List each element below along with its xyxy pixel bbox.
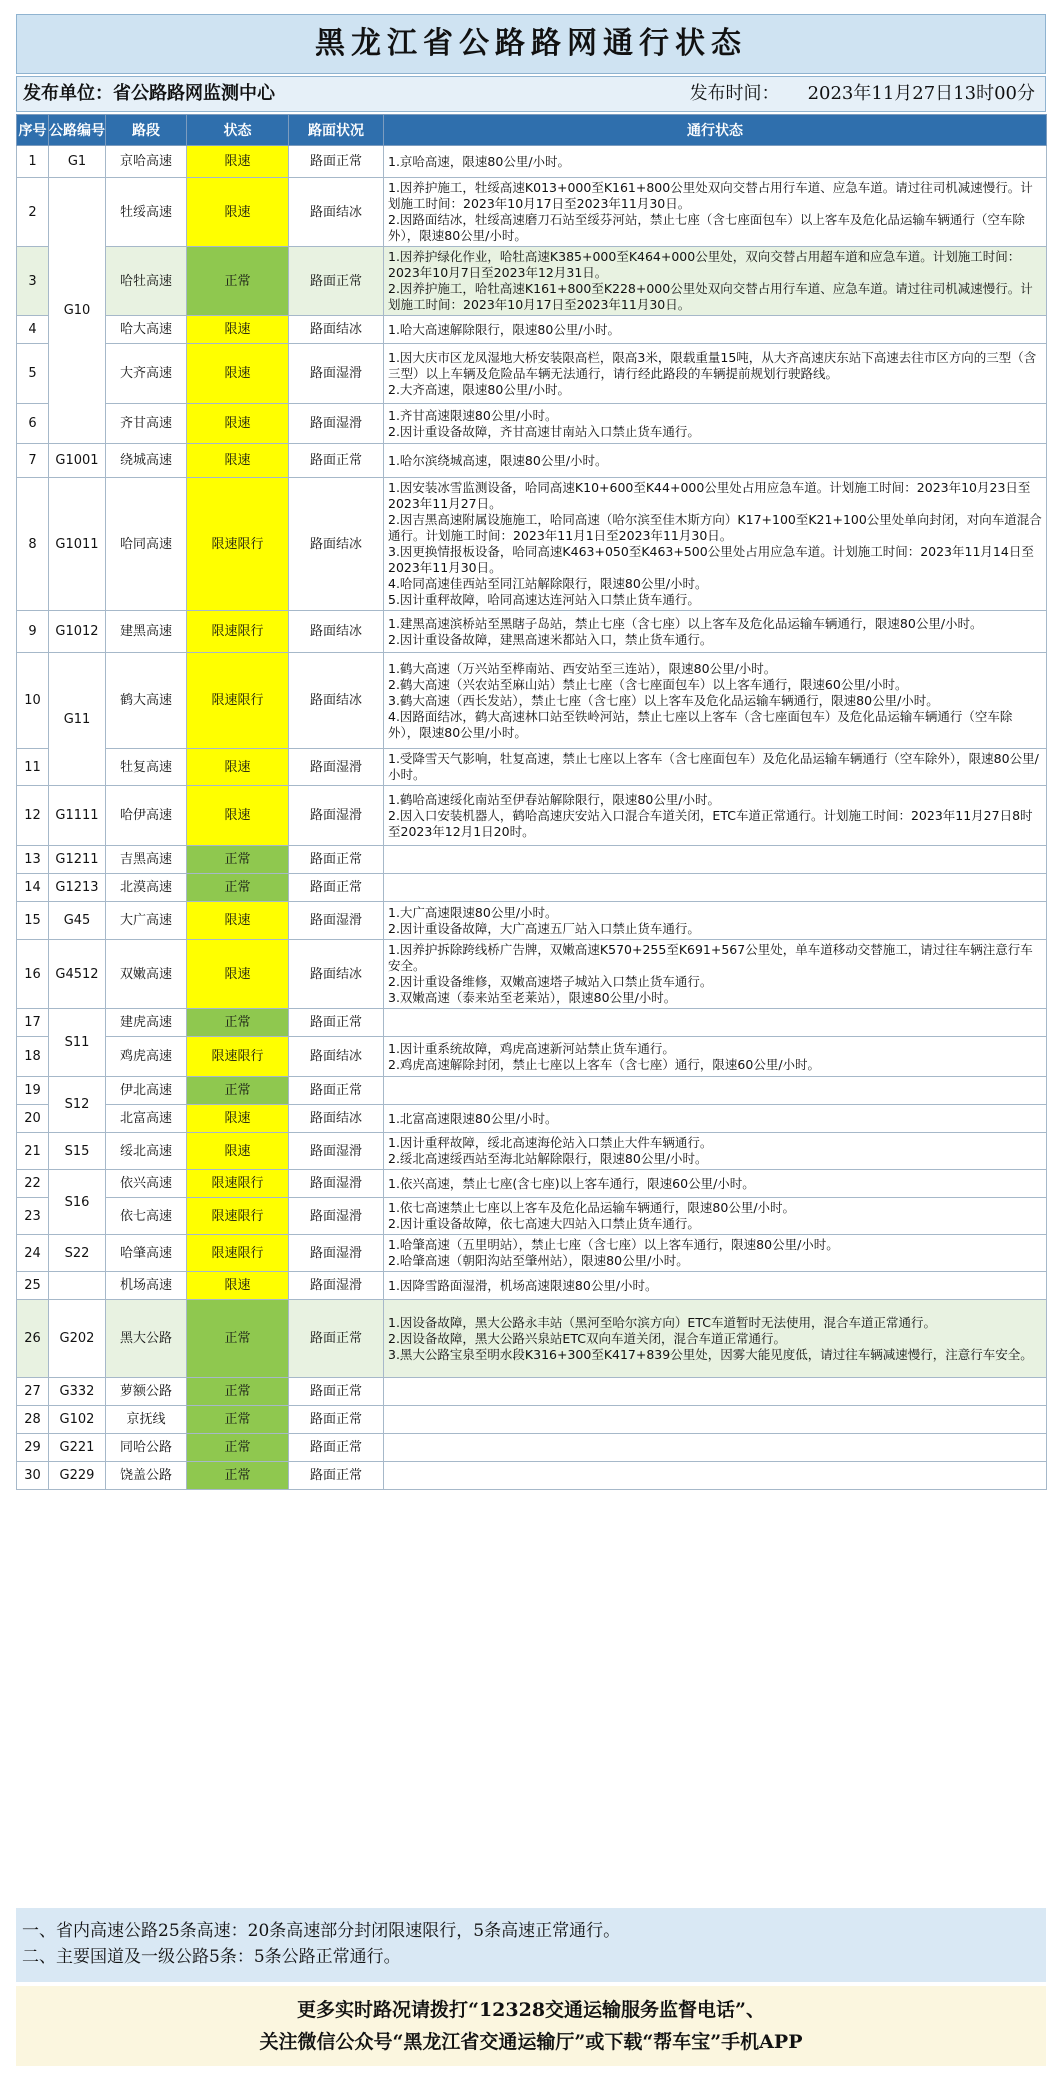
table-row	[17, 478, 1047, 611]
table-row	[17, 1235, 1047, 1272]
desc-line: 2.哈肇高速（朝阳沟站至肇州站），限速80公里/小时。	[388, 1253, 689, 1268]
cell-no: 27	[17, 1378, 49, 1406]
cell-desc	[384, 1272, 1047, 1300]
desc-line: 1.建黑高速滨桥站至黑瞎子岛站，禁止七座（含七座）以上客车及危化品运输车辆通行，限速80公里/小时。	[388, 615, 983, 631]
cell-desc	[384, 247, 1047, 316]
cell-road: 路面湿滑	[289, 1198, 384, 1235]
cell-road: 路面正常	[289, 1378, 384, 1406]
cell-code: S22	[49, 1235, 106, 1272]
cell-desc	[384, 178, 1047, 247]
cell-status: 限速限行	[187, 1235, 289, 1272]
desc-line: 1.因计重系统故障，鸡虎高速新河站禁止货车通行。	[388, 1040, 675, 1056]
cell-desc	[384, 1378, 1047, 1406]
table-row	[17, 1378, 1047, 1406]
cell-section: 饶盖公路	[106, 1462, 187, 1490]
publisher: 发布单位：省公路路网监测中心	[23, 83, 275, 104]
cell-desc	[384, 1105, 1047, 1133]
cell-desc	[384, 940, 1047, 1009]
cell-no: 28	[17, 1406, 49, 1434]
cell-status: 正常	[187, 247, 289, 316]
cell-status: 限速	[187, 444, 289, 478]
desc-line: 3.因更换情报板设备，哈同高速K463+050至K463+500公里处占用应急车道。计划施工时间：2023年11月14日至2023年11月30日。	[388, 544, 1034, 575]
cell-status: 正常	[187, 1462, 289, 1490]
table-header-row	[17, 115, 1047, 146]
desc-line: 3.双嫩高速（泰来站至老莱站），限速80公里/小时。	[388, 990, 677, 1005]
desc-line: 1.依七高速禁止七座以上客车及危化品运输车辆通行，限速80公里/小时。	[388, 1200, 796, 1215]
table-row	[17, 653, 1047, 749]
cell-road: 路面结冰	[289, 940, 384, 1009]
cell-no: 23	[17, 1198, 49, 1235]
cell-code: S15	[49, 1133, 106, 1170]
cell-desc	[384, 146, 1047, 178]
cell-desc	[384, 1300, 1047, 1378]
table-row	[17, 1406, 1047, 1434]
table-row	[17, 1105, 1047, 1133]
header-section: 路段	[106, 115, 187, 146]
cell-status: 限速	[187, 316, 289, 344]
cell-desc	[384, 444, 1047, 478]
cell-code: G45	[49, 902, 106, 940]
cell-no: 1	[17, 146, 49, 178]
cell-road: 路面正常	[289, 1434, 384, 1462]
cell-desc	[384, 1235, 1047, 1272]
cell-code: G1012	[49, 611, 106, 653]
cell-section: 吉黑高速	[106, 846, 187, 874]
cell-section: 绥北高速	[106, 1133, 187, 1170]
cell-code: S11	[49, 1009, 106, 1077]
cell-code: G332	[49, 1378, 106, 1406]
cell-desc	[384, 902, 1047, 940]
desc-line: 1.鹤大高速（万兴站至桦南站、西安站至三连站），限速80公里/小时。	[388, 660, 777, 676]
cell-status: 限速	[187, 1133, 289, 1170]
cell-no: 2	[17, 178, 49, 247]
cell-road: 路面湿滑	[289, 786, 384, 846]
cell-status: 限速限行	[187, 1198, 289, 1235]
cell-road: 路面正常	[289, 1009, 384, 1037]
desc-line: 1.北富高速限速80公里/小时。	[388, 1110, 558, 1126]
cell-status: 正常	[187, 846, 289, 874]
desc-line: 1.齐甘高速限速80公里/小时。	[388, 407, 558, 423]
cell-no: 4	[17, 316, 49, 344]
cell-section: 依七高速	[106, 1198, 187, 1235]
cell-road: 路面湿滑	[289, 1170, 384, 1198]
desc-line: 3.鹤大高速（西长发站），禁止七座（含七座）以上客车及危化品运输车辆通行，限速80公里/小时。	[388, 692, 939, 708]
cell-desc	[384, 1009, 1047, 1037]
table-row	[17, 902, 1047, 940]
cell-desc	[384, 1434, 1047, 1462]
desc-line: 2.因计重设备故障，齐甘高速甘南站入口禁止货车通行。	[388, 423, 700, 439]
cell-status: 限速	[187, 1272, 289, 1300]
page-title: 黑龙江省公路路网通行状态	[16, 14, 1046, 74]
cell-section: 齐甘高速	[106, 404, 187, 444]
cell-desc	[384, 1406, 1047, 1434]
cell-desc	[384, 874, 1047, 902]
cell-section: 大广高速	[106, 902, 187, 940]
desc-line: 3.黑大公路宝泉至明水段K316+300至K417+839公里处，因雾大能见度低，请过往车辆减速慢行，注意行车安全。	[388, 1346, 1033, 1362]
cell-status: 限速限行	[187, 478, 289, 611]
cell-code: S16	[49, 1170, 106, 1235]
cell-status: 限速	[187, 404, 289, 444]
cell-status: 限速限行	[187, 653, 289, 749]
cell-status: 限速	[187, 786, 289, 846]
header-road: 路面状况	[289, 115, 384, 146]
cell-road: 路面湿滑	[289, 902, 384, 940]
cell-road: 路面结冰	[289, 316, 384, 344]
cell-road: 路面湿滑	[289, 1133, 384, 1170]
desc-line: 1.鹤哈高速绥化南站至伊春站解除限行，限速80公里/小时。	[388, 791, 721, 807]
cell-desc	[384, 1170, 1047, 1198]
cell-road: 路面正常	[289, 1462, 384, 1490]
road-status-table	[16, 114, 1047, 1490]
cell-no: 20	[17, 1105, 49, 1133]
header-no: 序号	[17, 115, 49, 146]
cell-no: 7	[17, 444, 49, 478]
summary-note: 二、主要国道及一级公路5条：5条公路正常通行。	[22, 1947, 401, 1967]
desc-line: 1.京哈高速，限速80公里/小时。	[388, 153, 571, 169]
desc-line: 2.大齐高速，限速80公里/小时。	[388, 381, 571, 397]
cell-road: 路面正常	[289, 846, 384, 874]
footer-line: 关注微信公众号“黑龙江省交通运输厅”或下载“帮车宝”手机APP	[259, 2031, 803, 2053]
cell-status: 限速限行	[187, 611, 289, 653]
cell-desc	[384, 1037, 1047, 1077]
cell-status: 正常	[187, 874, 289, 902]
cell-code: G202	[49, 1300, 106, 1378]
table-row	[17, 1434, 1047, 1462]
cell-road: 路面结冰	[289, 178, 384, 247]
table-row	[17, 1170, 1047, 1198]
header-desc: 通行状态	[384, 115, 1047, 146]
cell-section: 建虎高速	[106, 1009, 187, 1037]
cell-code	[49, 1272, 106, 1300]
cell-section: 牡绥高速	[106, 178, 187, 247]
cell-road: 路面结冰	[289, 1105, 384, 1133]
cell-status: 限速	[187, 1105, 289, 1133]
desc-line: 1.因计重秤故障，绥北高速海伦站入口禁止大件车辆通行。	[388, 1135, 713, 1150]
desc-line: 5.因计重秤故障，哈同高速达连河站入口禁止货车通行。	[388, 592, 700, 607]
cell-status: 正常	[187, 1406, 289, 1434]
cell-no: 30	[17, 1462, 49, 1490]
desc-line: 2.鸡虎高速解除封闭，禁止七座以上客车（含七座）通行，限速60公里/小时。	[388, 1056, 821, 1072]
desc-line: 2.鹤大高速（兴农站至麻山站）禁止七座（含七座面包车）以上客车通行，限速60公里/小时。	[388, 676, 908, 692]
cell-no: 16	[17, 940, 49, 1009]
footer-banner	[16, 1986, 1046, 2066]
cell-status: 限速限行	[187, 1037, 289, 1077]
cell-no: 25	[17, 1272, 49, 1300]
table-row	[17, 1037, 1047, 1077]
cell-desc	[384, 478, 1047, 611]
publish-info-row	[16, 76, 1046, 112]
header-status: 状态	[187, 115, 289, 146]
table-row	[17, 1300, 1047, 1378]
cell-desc	[384, 1462, 1047, 1490]
cell-desc	[384, 1077, 1047, 1105]
cell-status: 限速限行	[187, 1170, 289, 1198]
cell-section: 双嫩高速	[106, 940, 187, 1009]
cell-no: 10	[17, 653, 49, 749]
cell-road: 路面结冰	[289, 611, 384, 653]
cell-road: 路面结冰	[289, 1037, 384, 1077]
desc-line: 1.大广高速限速80公里/小时。	[388, 904, 558, 920]
cell-code: G1	[49, 146, 106, 178]
cell-desc	[384, 404, 1047, 444]
cell-desc	[384, 653, 1047, 749]
cell-code: G1211	[49, 846, 106, 874]
table-row	[17, 316, 1047, 344]
cell-section: 牡复高速	[106, 749, 187, 786]
cell-code: G4512	[49, 940, 106, 1009]
cell-code: G221	[49, 1434, 106, 1462]
cell-no: 22	[17, 1170, 49, 1198]
cell-desc	[384, 611, 1047, 653]
desc-line: 1.哈肇高速（五里明站），禁止七座（含七座）以上客车通行，限速80公里/小时。	[388, 1237, 839, 1252]
cell-status: 限速	[187, 902, 289, 940]
cell-no: 26	[17, 1300, 49, 1378]
desc-line: 1.因养护绿化作业，哈牡高速K385+000至K464+000公里处，双向交替占用超车道和应急车道。计划施工时间：2023年10月7日至2023年12月31日。	[388, 249, 1021, 280]
cell-no: 11	[17, 749, 49, 786]
cell-road: 路面正常	[289, 1300, 384, 1378]
cell-status: 正常	[187, 1300, 289, 1378]
desc-line: 1.因设备故障，黑大公路永丰站（黑河至哈尔滨方向）ETC车道暂时无法使用，混合车道正常通行。	[388, 1314, 936, 1330]
cell-section: 北漠高速	[106, 874, 187, 902]
cell-desc	[384, 786, 1047, 846]
cell-section: 同哈公路	[106, 1434, 187, 1462]
header-code: 公路编号	[49, 115, 106, 146]
desc-line: 2.因吉黑高速附属设施施工，哈同高速（哈尔滨至佳木斯方向）K17+100至K21+100公里处单向封闭，对向车道混合通行。计划施工时间：2023年11月1日至2023年11月30日。	[388, 512, 1042, 543]
cell-no: 29	[17, 1434, 49, 1462]
cell-section: 哈伊高速	[106, 786, 187, 846]
cell-no: 5	[17, 344, 49, 404]
cell-desc	[384, 749, 1047, 786]
footer-line: 更多实时路况请拨打“12328交通运输服务监督电话”、	[297, 1999, 765, 2021]
cell-desc	[384, 1133, 1047, 1170]
cell-desc	[384, 344, 1047, 404]
cell-code: G1213	[49, 874, 106, 902]
table-row	[17, 940, 1047, 1009]
cell-no: 19	[17, 1077, 49, 1105]
cell-road: 路面湿滑	[289, 1235, 384, 1272]
cell-no: 21	[17, 1133, 49, 1170]
cell-section: 京抚线	[106, 1406, 187, 1434]
desc-line: 2.因设备故障，黑大公路兴泉站ETC双向车道关闭，混合车道正常通行。	[388, 1330, 786, 1346]
cell-no: 3	[17, 247, 49, 316]
publish-time-label: 发布时间：	[689, 83, 780, 104]
table-row	[17, 846, 1047, 874]
table-row	[17, 1462, 1047, 1490]
cell-code: G1001	[49, 444, 106, 478]
table-row	[17, 444, 1047, 478]
cell-section: 机场高速	[106, 1272, 187, 1300]
cell-section: 哈同高速	[106, 478, 187, 611]
cell-no: 8	[17, 478, 49, 611]
summary-notes	[16, 1908, 1046, 1982]
cell-status: 限速	[187, 178, 289, 247]
table-row	[17, 344, 1047, 404]
cell-no: 13	[17, 846, 49, 874]
cell-code: G229	[49, 1462, 106, 1490]
cell-no: 9	[17, 611, 49, 653]
cell-section: 绕城高速	[106, 444, 187, 478]
cell-desc	[384, 1198, 1047, 1235]
desc-line: 1.因安装冰雪监测设备，哈同高速K10+600至K44+000公里处占用应急车道。计划施工时间：2023年10月23日至2023年11月27日。	[388, 480, 1031, 511]
desc-line: 1.哈尔滨绕城高速，限速80公里/小时。	[388, 452, 608, 468]
desc-line: 1.因降雪路面湿滑，机场高速限速80公里/小时。	[388, 1277, 658, 1293]
cell-road: 路面湿滑	[289, 749, 384, 786]
desc-line: 2.因计重设备故障，建黑高速米都站入口，禁止货车通行。	[388, 631, 713, 647]
cell-road: 路面湿滑	[289, 344, 384, 404]
cell-road: 路面正常	[289, 1077, 384, 1105]
cell-section: 北富高速	[106, 1105, 187, 1133]
cell-code: G102	[49, 1406, 106, 1434]
table-row	[17, 1272, 1047, 1300]
table-row	[17, 247, 1047, 316]
cell-road: 路面湿滑	[289, 1272, 384, 1300]
cell-section: 伊北高速	[106, 1077, 187, 1105]
cell-code: G1111	[49, 786, 106, 846]
cell-section: 哈牡高速	[106, 247, 187, 316]
cell-status: 正常	[187, 1434, 289, 1462]
table-row	[17, 1009, 1047, 1037]
publish-time	[690, 77, 1035, 111]
cell-code: G11	[49, 653, 106, 786]
cell-section: 黑大公路	[106, 1300, 187, 1378]
cell-road: 路面正常	[289, 444, 384, 478]
cell-section: 依兴高速	[106, 1170, 187, 1198]
cell-code: S12	[49, 1077, 106, 1133]
table-row	[17, 749, 1047, 786]
cell-road: 路面正常	[289, 247, 384, 316]
cell-status: 限速	[187, 940, 289, 1009]
cell-section: 京哈高速	[106, 146, 187, 178]
cell-no: 17	[17, 1009, 49, 1037]
table-row	[17, 146, 1047, 178]
cell-desc	[384, 846, 1047, 874]
cell-road: 路面湿滑	[289, 404, 384, 444]
cell-section: 建黑高速	[106, 611, 187, 653]
cell-section: 哈肇高速	[106, 1235, 187, 1272]
cell-status: 正常	[187, 1009, 289, 1037]
desc-line: 4.哈同高速佳西站至同江站解除限行，限速80公里/小时。	[388, 576, 708, 591]
cell-section: 鸡虎高速	[106, 1037, 187, 1077]
cell-no: 18	[17, 1037, 49, 1077]
cell-desc	[384, 316, 1047, 344]
table-row	[17, 1198, 1047, 1235]
table-row	[17, 178, 1047, 247]
cell-status: 限速	[187, 749, 289, 786]
table-row	[17, 1133, 1047, 1170]
cell-status: 正常	[187, 1077, 289, 1105]
desc-line: 2.因计重设备故障，大广高速五厂站入口禁止货车通行。	[388, 920, 700, 936]
desc-line: 4.因路面结冰，鹤大高速林口站至铁岭河站，禁止七座以上客车（含七座面包车）及危化品运输车辆通行（空车除外），限速80公里/小时。	[388, 708, 1013, 740]
cell-road: 路面结冰	[289, 478, 384, 611]
cell-road: 路面正常	[289, 1406, 384, 1434]
cell-road: 路面正常	[289, 874, 384, 902]
table-row	[17, 786, 1047, 846]
desc-line: 2.因入口安装机器人，鹤哈高速庆安站入口混合车道关闭，ETC车道正常通行。计划施工时间：2023年11月27日8时至2023年12月1日20时。	[388, 807, 1033, 839]
cell-status: 正常	[187, 1378, 289, 1406]
table-row	[17, 1077, 1047, 1105]
table-row	[17, 611, 1047, 653]
desc-line: 2.因计重设备维修，双嫩高速塔子城站入口禁止货车通行。	[388, 974, 713, 989]
desc-line: 2.绥北高速绥西站至海北站解除限行，限速80公里/小时。	[388, 1151, 708, 1166]
cell-no: 12	[17, 786, 49, 846]
cell-code: G1011	[49, 478, 106, 611]
desc-line: 2.因计重设备故障，依七高速大四站入口禁止货车通行。	[388, 1216, 700, 1231]
cell-code: G10	[49, 178, 106, 444]
table-row	[17, 874, 1047, 902]
cell-section: 鹤大高速	[106, 653, 187, 749]
cell-section: 大齐高速	[106, 344, 187, 404]
summary-note: 一、省内高速公路25条高速：20条高速部分封闭限速限行，5条高速正常通行。	[22, 1921, 621, 1941]
desc-line: 1.受降雪天气影响，牡复高速，禁止七座以上客车（含七座面包车）及危化品运输车辆通行（空车除外），限速80公里/小时。	[388, 751, 1039, 782]
desc-line: 2.因养护施工，哈牡高速K161+800至K228+000公里处双向交替占用行车道、应急车道。请过往司机减速慢行。计划施工时间：2023年10月17日至2023年11月30日。	[388, 281, 1033, 312]
cell-no: 14	[17, 874, 49, 902]
desc-line: 1.因养护拆除跨线桥广告牌，双嫩高速K570+255至K691+567公里处，单车道移动交替施工，请过往车辆注意行车安全。	[388, 942, 1033, 973]
desc-line: 1.因养护施工，牡绥高速K013+000至K161+800公里处双向交替占用行车道、应急车道。请过往司机减速慢行。计划施工时间：2023年10月17日至2023年11月30日。	[388, 180, 1033, 211]
cell-no: 24	[17, 1235, 49, 1272]
cell-no: 6	[17, 404, 49, 444]
desc-line: 1.因大庆市区龙凤湿地大桥安装限高栏，限高3米，限载重量15吨，从大齐高速庆东站下高速去往市区方向的三型（含三型）以上车辆及危险品车辆无法通行，请行经此路段的车辆提前规划行驶路线。	[388, 349, 1037, 381]
desc-line: 1.哈大高速解除限行，限速80公里/小时。	[388, 321, 621, 337]
cell-section: 哈大高速	[106, 316, 187, 344]
cell-status: 限速	[187, 344, 289, 404]
desc-line: 2.因路面结冰，牡绥高速磨刀石站至绥芬河站，禁止七座（含七座面包车）以上客车及危化品运输车辆通行（空车除外），限速80公里/小时。	[388, 212, 1025, 243]
publish-time-value: 2023年11月27日13时00分	[807, 83, 1035, 104]
cell-no: 15	[17, 902, 49, 940]
cell-road: 路面结冰	[289, 653, 384, 749]
table-row	[17, 404, 1047, 444]
desc-line: 1.依兴高速，禁止七座(含七座)以上客车通行，限速60公里/小时。	[388, 1175, 755, 1191]
cell-road: 路面正常	[289, 146, 384, 178]
cell-status: 限速	[187, 146, 289, 178]
cell-section: 萝额公路	[106, 1378, 187, 1406]
